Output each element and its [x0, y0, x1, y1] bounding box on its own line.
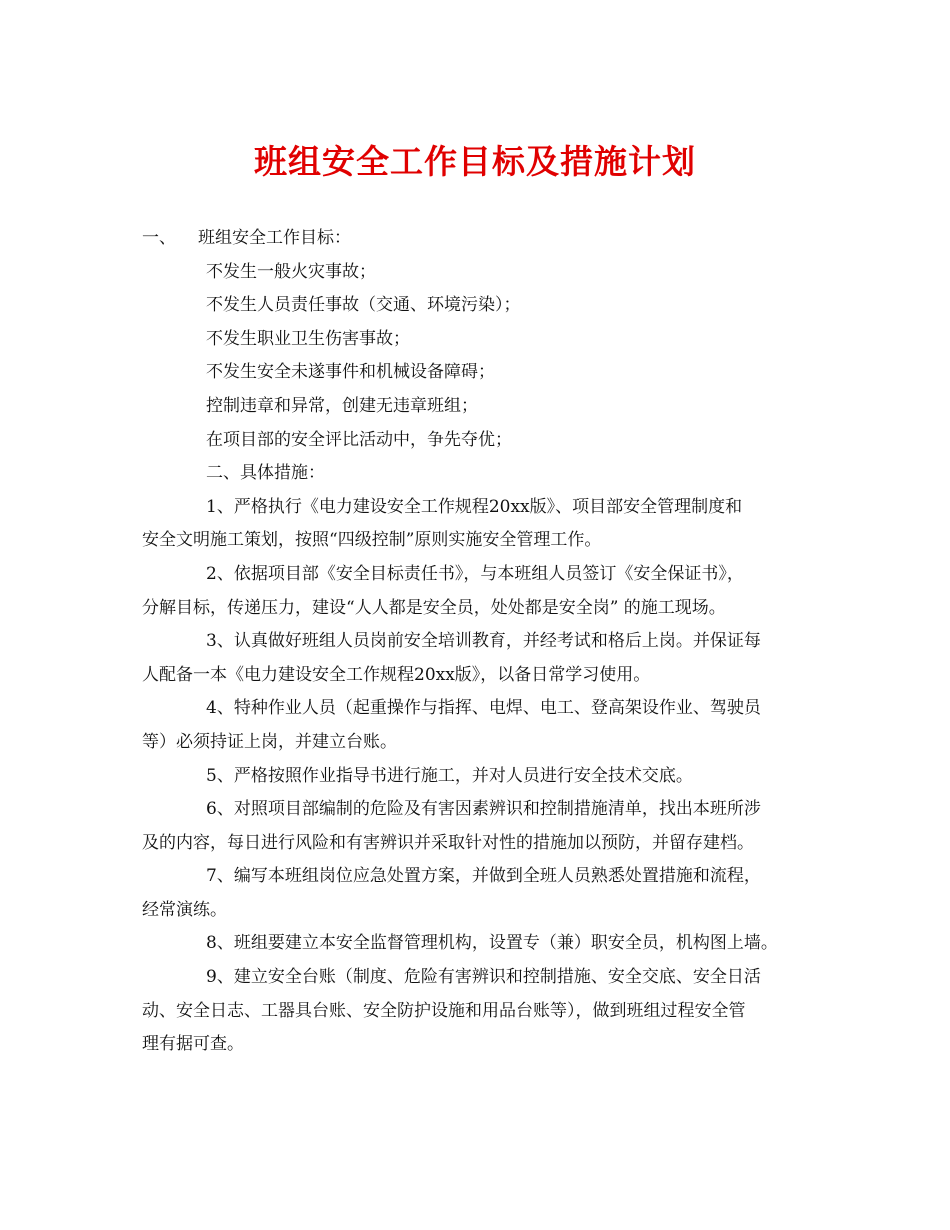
- measure-item: [142, 860, 822, 927]
- measure-item: [142, 558, 822, 625]
- section-2-heading: 二、具体措施：: [206, 463, 325, 484]
- measure-continuation-line: 分解目标，传递压力，建设“人人都是安全员，处处都是安全岗” 的施工现场。: [142, 597, 726, 618]
- goal-item: 在项目部的安全评比活动中，争先夺优；: [206, 429, 512, 450]
- measure-continuation-line: 动、安全日志、工器具台账、安全防护设施和用品台账等），做到班组过程安全管: [142, 1000, 746, 1021]
- measure-continuation-line: 理有据可查。: [142, 1034, 244, 1055]
- measure-item: [142, 760, 822, 794]
- measure-item: [142, 491, 822, 558]
- measure-first-line: 2、依据项目部《安全目标责任书》，与本班组人员签订《安全保证书》，: [206, 563, 744, 584]
- measure-first-line: 5、严格按照作业指导书进行施工，并对人员进行安全技术交底。: [206, 765, 693, 786]
- section-1-number: 一、: [142, 228, 176, 248]
- document-title: 班组安全工作目标及措施计划: [254, 142, 696, 181]
- goal-item: 不发生安全未遂事件和机械设备障碍；: [206, 362, 495, 383]
- section-1-heading: [142, 222, 822, 256]
- measure-continuation-line: 等）必须持证上岗，并建立台账。: [142, 731, 397, 752]
- goal-item: 不发生职业卫生伤害事故；: [206, 328, 410, 349]
- measure-first-line: 8、班组要建立本安全监督管理机构，设置专（兼）职安全员，机构图上墙。: [206, 933, 778, 954]
- measure-item: [142, 961, 822, 1062]
- measure-first-line: 7、编写本班组岗位应急处置方案，并做到全班人员熟悉处置措施和流程，: [206, 866, 761, 887]
- goal-item: 不发生一般火灾事故；: [206, 261, 376, 282]
- measure-first-line: 3、认真做好班组人员岗前安全培训教育，并经考试和格后上岗。并保证每: [206, 631, 761, 652]
- goal-item: 控制违章和异常，创建无违章班组；: [206, 395, 478, 416]
- measure-continuation-line: 安全文明施工策划，按照“四级控制”原则实施安全管理工作。: [142, 530, 602, 551]
- measure-continuation-line: 人配备一本《电力建设安全工作规程20xx版》，以备日常学习使用。: [142, 664, 651, 685]
- measure-item: [142, 927, 822, 961]
- measure-item: [142, 793, 822, 860]
- measures-list: [142, 491, 822, 1062]
- section-1-title: 班组安全工作目标：: [198, 228, 351, 248]
- measure-continuation-line: 经常演练。: [142, 899, 227, 920]
- goal-item: 不发生人员责任事故（交通、环境污染）；: [206, 295, 521, 316]
- measure-first-line: 4、特种作业人员（起重操作与指挥、电焊、电工、登高架设作业、驾驶员: [206, 698, 761, 719]
- measure-item: [142, 692, 822, 759]
- measure-first-line: 6、对照项目部编制的危险及有害因素辨识和控制措施清单，找出本班所涉: [206, 799, 761, 820]
- measure-item: [142, 625, 822, 692]
- document-body: [142, 222, 822, 1062]
- goals-list: [142, 256, 822, 458]
- measure-first-line: 9、建立安全台账（制度、危险有害辨识和控制措施、安全交底、安全日活: [206, 967, 761, 988]
- measure-first-line: 1、严格执行《电力建设安全工作规程20xx版》、项目部安全管理制度和: [206, 496, 743, 517]
- measure-continuation-line: 及的内容，每日进行风险和有害辨识并采取针对性的措施加以预防，并留存建档。: [142, 832, 754, 853]
